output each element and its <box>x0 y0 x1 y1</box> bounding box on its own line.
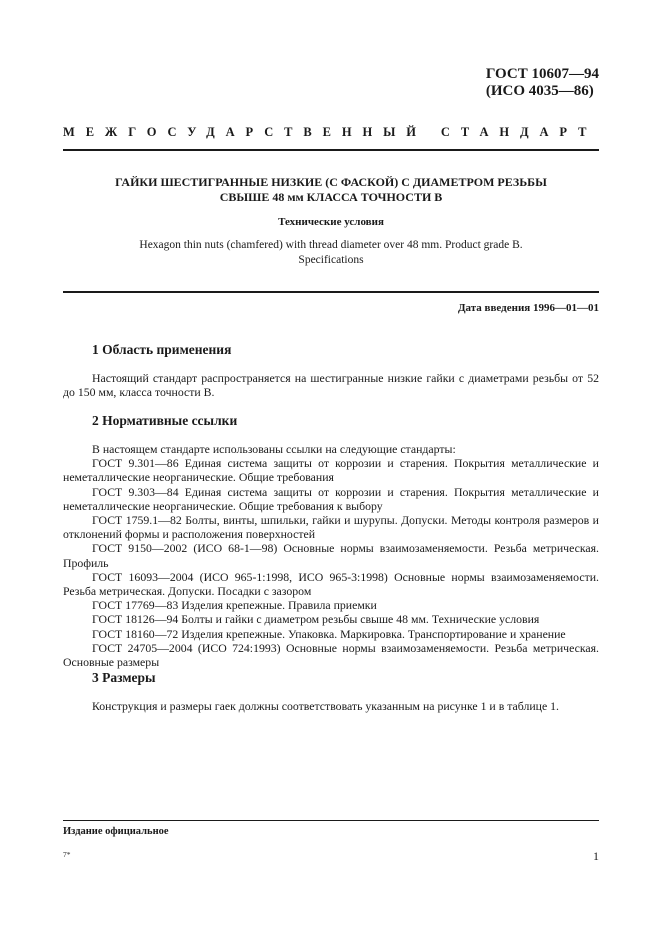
header-divider <box>63 149 599 151</box>
title-line-1: ГАЙКИ ШЕСТИГРАННЫЕ НИЗКИЕ (С ФАСКОЙ) С ДИАМЕТРОМ РЕЗЬБЫ <box>115 175 547 189</box>
paragraph: В настоящем стандарте использованы ссылки на следующие стандарты: <box>92 442 456 456</box>
section-heading-dimensions: 3 Размеры <box>92 670 156 685</box>
official-edition-label: Издание официальное <box>63 826 169 837</box>
english-title-line-2: Specifications <box>298 254 364 266</box>
reference-item: ГОСТ 9.301—86 Единая система защиты от коррозии и старения. Покрытия металлические и неметаллические неорганические. Общие требования <box>63 456 599 485</box>
paragraph: Конструкция и размеры гаек должны соответствовать указанным на рисунке 1 и в таблице 1. <box>92 699 560 713</box>
signature-mark: 7* <box>63 850 71 859</box>
interstate-standard-label: МЕЖГОСУДАРСТВЕННЫЙ СТАНДАРТ <box>63 125 598 139</box>
reference-item: ГОСТ 16093—2004 (ИСО 965-1:1998, ИСО 965-3:1998) Основные нормы взаимозаменяемости. Резьба метрическая. Допуски. Посадки с зазором <box>63 569 599 599</box>
section-body-scope <box>63 371 599 399</box>
section-body-references <box>63 442 599 669</box>
reference-item: ГОСТ 18126—94 Болты и гайки с диаметром резьбы свыше 48 мм. Технические условия <box>92 612 540 627</box>
gost-code: ГОСТ 10607—94 <box>485 66 599 82</box>
reference-item: ГОСТ 17769—83 Изделия крепежные. Правила приемки <box>92 598 377 613</box>
title-line-2: СВЫШЕ 48 мм КЛАССА ТОЧНОСТИ В <box>219 190 443 204</box>
english-title-line-1: Hexagon thin nuts (chamfered) with thread diameter over 48 mm. Product grade B. <box>139 239 523 251</box>
reference-item: ГОСТ 1759.1—82 Болты, винты, шпильки, гайки и шурупы. Допуски. Методы контроля размеров и отклонений формы и расположения поверхностей <box>63 513 599 542</box>
standard-designation <box>486 66 599 100</box>
reference-item: ГОСТ 18160—72 Изделия крепежные. Упаковка. Маркировка. Транспортирование и хранение <box>92 626 566 641</box>
document-subtitle: Технические условия <box>278 216 384 228</box>
page-number: 1 <box>593 849 599 863</box>
footer-divider <box>63 820 599 821</box>
reference-item: ГОСТ 9.303—84 Единая система защиты от коррозии и старения. Покрытия металлические и неметаллические неорганические. Общие требования к выбору <box>63 484 599 513</box>
paragraph: Настоящий стандарт распространяется на шестигранные низкие гайки с диаметрами резьбы от 52 до 150 мм, класса точности В. <box>63 371 599 400</box>
introduction-date: Дата введения 1996—01—01 <box>457 302 599 314</box>
reference-item: ГОСТ 9150—2002 (ИСО 68-1—98) Основные нормы взаимозаменяемости. Резьба метрическая. Профиль <box>63 541 599 570</box>
section-heading-scope: 1 Область применения <box>92 342 232 357</box>
english-title <box>110 238 552 268</box>
document-title <box>63 175 599 205</box>
reference-item: ГОСТ 24705—2004 (ИСО 724:1993) Основные нормы взаимозаменяемости. Резьба метрическая. Основные размеры <box>63 640 599 670</box>
iso-code: (ИСО 4035—86) <box>485 83 594 99</box>
section-body-dimensions <box>63 699 599 713</box>
title-divider <box>63 291 599 293</box>
section-heading-references: 2 Нормативные ссылки <box>92 413 238 428</box>
